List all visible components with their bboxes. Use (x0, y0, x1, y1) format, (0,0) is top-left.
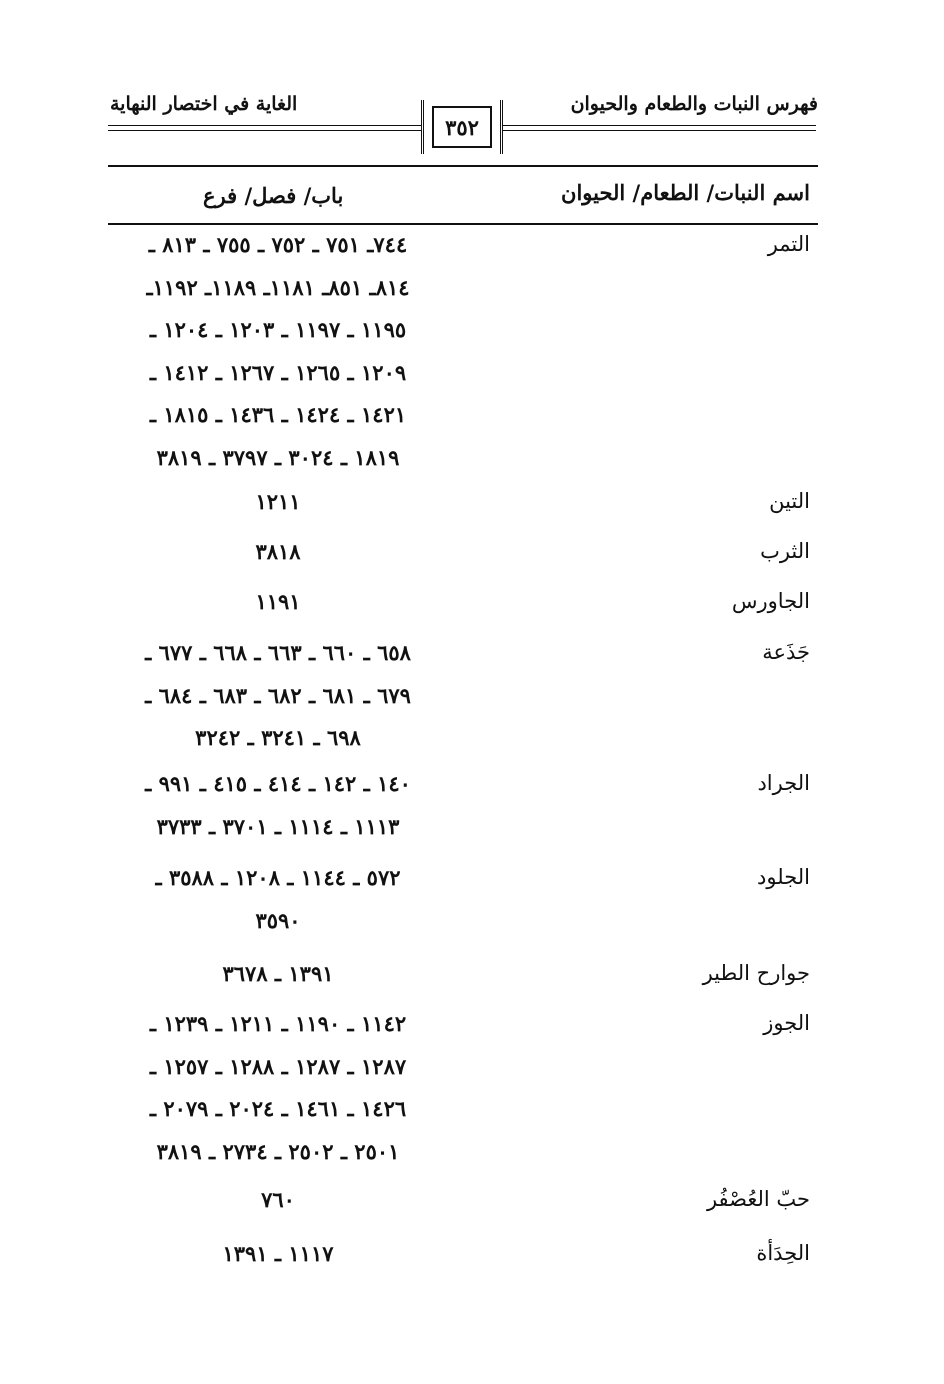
header-rule-left-top (108, 125, 421, 126)
entry-reference-line: ٨١٤ـ ٨٥١ـ ١١٨١ـ ١١٨٩ـ ١١٩٢ـ (146, 274, 410, 300)
entry-term: الجراد (757, 771, 810, 795)
running-title-left: الغاية في اختصار النهاية (110, 93, 298, 115)
entry-reference-line: ٣٥٩٠ (255, 907, 301, 933)
entry-reference-line: ٦٧٩ ـ ٦٨١ ـ ٦٨٢ ـ ٦٨٣ ـ ٦٨٤ ـ (145, 682, 411, 708)
entry-term: التمر (767, 232, 810, 256)
header-rule-full (108, 165, 818, 167)
running-title-right: فهرس النبات والطعام والحيوان (570, 93, 818, 115)
entry-reference-line: ١٤٢٦ ـ ١٤٦١ ـ ٢٠٢٤ ـ ٢٠٧٩ ـ (149, 1096, 407, 1121)
entry-term: حبّ العُصْفُر (706, 1187, 810, 1211)
page-number: ٣٥٢ (432, 106, 492, 148)
entry-reference-line: ١١٤٢ ـ ١١٩٠ ـ ١٢١١ ـ ١٢٣٩ ـ (149, 1011, 407, 1036)
entry-reference-line: ٣٨١٨ (255, 539, 301, 564)
entry-reference-line: ١١٩٥ ـ ١١٩٧ ـ ١٢٠٣ ـ ١٢٠٤ ـ (149, 317, 407, 342)
heading-rule (108, 223, 818, 225)
entry-term: التين (769, 489, 810, 513)
entry-reference-line: ١١١٣ ـ ١١١٤ ـ ٣٧٠١ ـ ٣٧٣٣ (156, 813, 400, 839)
entry-term: الحِدَأة (756, 1241, 810, 1265)
entry-term: الثرب (760, 539, 810, 563)
column-heading-reference: باب/ فصل/ فرع (203, 183, 344, 208)
entry-term: جَذَعة (762, 640, 810, 664)
header-rule-left-bottom (108, 130, 421, 131)
header-rule-right-top (503, 125, 816, 126)
entry-term: جوارح الطير (702, 961, 810, 985)
entry-term: الجلود (757, 865, 810, 889)
entry-reference-line: ١٢٨٧ ـ ١٢٨٧ ـ ١٢٨٨ ـ ١٢٥٧ ـ (149, 1053, 407, 1079)
entry-reference-line: ١٢٠٩ ـ ١٢٦٥ ـ ١٢٦٧ ـ ١٤١٢ ـ (149, 359, 407, 385)
entry-reference-line: ٢٥٠١ ـ ٢٥٠٢ ـ ٢٧٣٤ ـ ٣٨١٩ (156, 1138, 400, 1164)
entry-reference-line: ٦٩٨ ـ ٣٢٤١ ـ ٣٢٤٢ (195, 725, 361, 750)
entry-reference-line: ١٢١١ (255, 489, 301, 514)
entry-reference-line: ١٣٩١ ـ ٣٦٧٨ (222, 961, 334, 986)
entry-reference-line: ١٤٠ ـ ١٤٢ ـ ٤١٤ ـ ٤١٥ ـ ٩٩١ ـ (145, 771, 411, 796)
entry-reference-line: ٦٥٨ ـ ٦٦٠ ـ ٦٦٣ ـ ٦٦٨ ـ ٦٧٧ ـ (145, 640, 411, 665)
column-heading-name: اسم النبات/ الطعام/ الحيوان (561, 180, 810, 205)
entry-reference-line: ٥٧٢ ـ ١١٤٤ ـ ١٢٠٨ ـ ٣٥٨٨ ـ (155, 865, 401, 890)
entry-reference-line: ١١٩١ (255, 589, 301, 614)
entry-reference-line: ١٨١٩ ـ ٣٠٢٤ ـ ٣٧٩٧ ـ ٣٨١٩ (156, 444, 400, 470)
entry-term: الجوز (763, 1011, 810, 1035)
entry-reference-line: ٧٤٤ـ ٧٥١ ـ ٧٥٢ ـ ٧٥٥ ـ ٨١٣ ـ (148, 232, 408, 257)
entry-term: الجاورس (731, 589, 810, 613)
entry-reference-line: ١١١٧ ـ ١٣٩١ (222, 1241, 334, 1266)
entry-reference-line: ٧٦٠ (261, 1187, 295, 1212)
header-rule-right-bottom (503, 130, 816, 131)
entry-reference-line: ١٤٢١ ـ ١٤٢٤ ـ ١٤٣٦ ـ ١٨١٥ ـ (149, 402, 407, 427)
page-number-frame (421, 100, 503, 154)
